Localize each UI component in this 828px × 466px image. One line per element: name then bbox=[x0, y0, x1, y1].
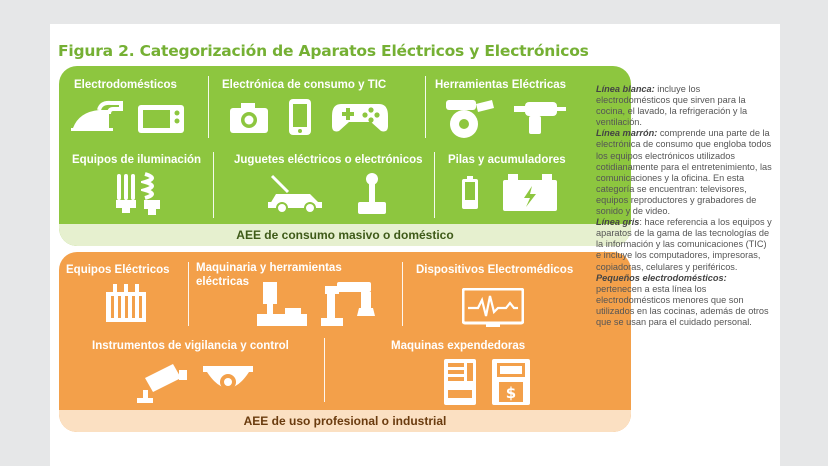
document-page bbox=[50, 24, 780, 466]
gamepad-icon bbox=[331, 100, 389, 134]
divider bbox=[425, 76, 426, 138]
category-electromedicos: Dispositivos Electromédicos bbox=[416, 264, 574, 276]
robot-arm-icon bbox=[317, 280, 377, 328]
definition-linea-blanca bbox=[596, 84, 772, 128]
divider bbox=[324, 338, 325, 402]
professional-footer: AEE de uso profesional o industrial bbox=[59, 410, 631, 432]
category-juguetes: Juguetes eléctricos o electrónicos bbox=[234, 154, 423, 166]
fluorescent-tube-icon bbox=[115, 174, 137, 214]
divider bbox=[213, 152, 214, 218]
microwave-icon bbox=[137, 104, 185, 134]
definition-text: : hace referencia a los equipos y aparatos de la gama de las tecnologías de la información y las comunicaciones (TIC) e incluye los computadores, impresoras, copiadoras, celulares y periféricos. bbox=[596, 217, 772, 272]
battery-icon bbox=[461, 176, 479, 210]
vending-machine-icon bbox=[443, 358, 477, 406]
lathe-icon bbox=[255, 282, 309, 328]
category-equipos-electricos: Equipos Eléctricos bbox=[66, 264, 170, 276]
consumer-panel bbox=[59, 66, 631, 246]
term-pequenos-electrodomesticos: Pequeños electrodomésticos: bbox=[596, 272, 727, 283]
svg-text:$: $ bbox=[505, 384, 517, 402]
category-herramientas: Herramientas Eléctricas bbox=[435, 79, 567, 91]
definition-pequenos bbox=[596, 273, 772, 328]
drill-icon bbox=[511, 98, 567, 138]
cfl-bulb-icon bbox=[141, 172, 163, 216]
category-electrodomesticos: Electrodomésticos bbox=[74, 79, 177, 91]
figure-title: Figura 2. Categorización de Aparatos Eléctricos y Electrónicos bbox=[58, 42, 589, 60]
category-electronica-consumo: Electrónica de consumo y TIC bbox=[222, 79, 387, 91]
divider bbox=[208, 76, 209, 138]
term-linea-marron: Línea marrón: bbox=[596, 128, 658, 139]
category-expendedoras: Maquinas expendedoras bbox=[391, 340, 526, 352]
definition-text: comprende una parte de la electrónica de consumo que engloba todos los equipos electrónicos utilizados cotidianamente para el entretenimiento, las comunicaciones y la oficina. En esta categoría se encuentran: televisores, equipos reproductores y grabadores de sonido y de video. bbox=[596, 128, 772, 217]
rc-car-icon bbox=[266, 174, 326, 214]
iron-icon bbox=[69, 100, 129, 134]
joystick-icon bbox=[352, 172, 392, 216]
circular-saw-icon bbox=[440, 94, 496, 140]
definition-text: incluye los electrodomésticos que sirven para la cocina, el lavado, la refrigeración y la ventilación. bbox=[596, 84, 748, 128]
transformer-icon bbox=[103, 284, 149, 326]
category-maquinaria-line2: eléctricas bbox=[196, 276, 250, 288]
term-linea-blanca: Línea blanca: bbox=[596, 84, 655, 94]
divider bbox=[434, 152, 435, 218]
definition-linea-marron bbox=[596, 128, 772, 217]
ecg-monitor-icon bbox=[462, 288, 524, 328]
definition-linea-gris bbox=[596, 217, 772, 272]
definitions-sidebar bbox=[596, 84, 772, 328]
security-camera-icon bbox=[133, 360, 189, 406]
definition-text: pertenecen a esta línea los electrodomésticos menores que son utilizados en las cocinas, además de otros que se usan para el cuidado personal. bbox=[596, 283, 769, 327]
category-maquinaria: Maquinaria y herramientas bbox=[196, 262, 342, 274]
professional-panel bbox=[59, 252, 631, 432]
camera-icon bbox=[229, 102, 269, 134]
consumer-footer: AEE de consumo masivo o doméstico bbox=[59, 224, 631, 246]
smartphone-icon bbox=[288, 98, 312, 136]
car-battery-icon bbox=[502, 174, 558, 212]
atm-icon bbox=[491, 358, 531, 406]
category-iluminacion: Equipos de iluminación bbox=[72, 154, 202, 166]
dome-camera-icon bbox=[201, 364, 255, 400]
term-linea-gris: Línea gris bbox=[596, 217, 640, 228]
divider bbox=[402, 262, 403, 326]
divider bbox=[188, 262, 189, 326]
category-vigilancia: Instrumentos de vigilancia y control bbox=[92, 340, 289, 352]
category-pilas: Pilas y acumuladores bbox=[448, 154, 566, 166]
